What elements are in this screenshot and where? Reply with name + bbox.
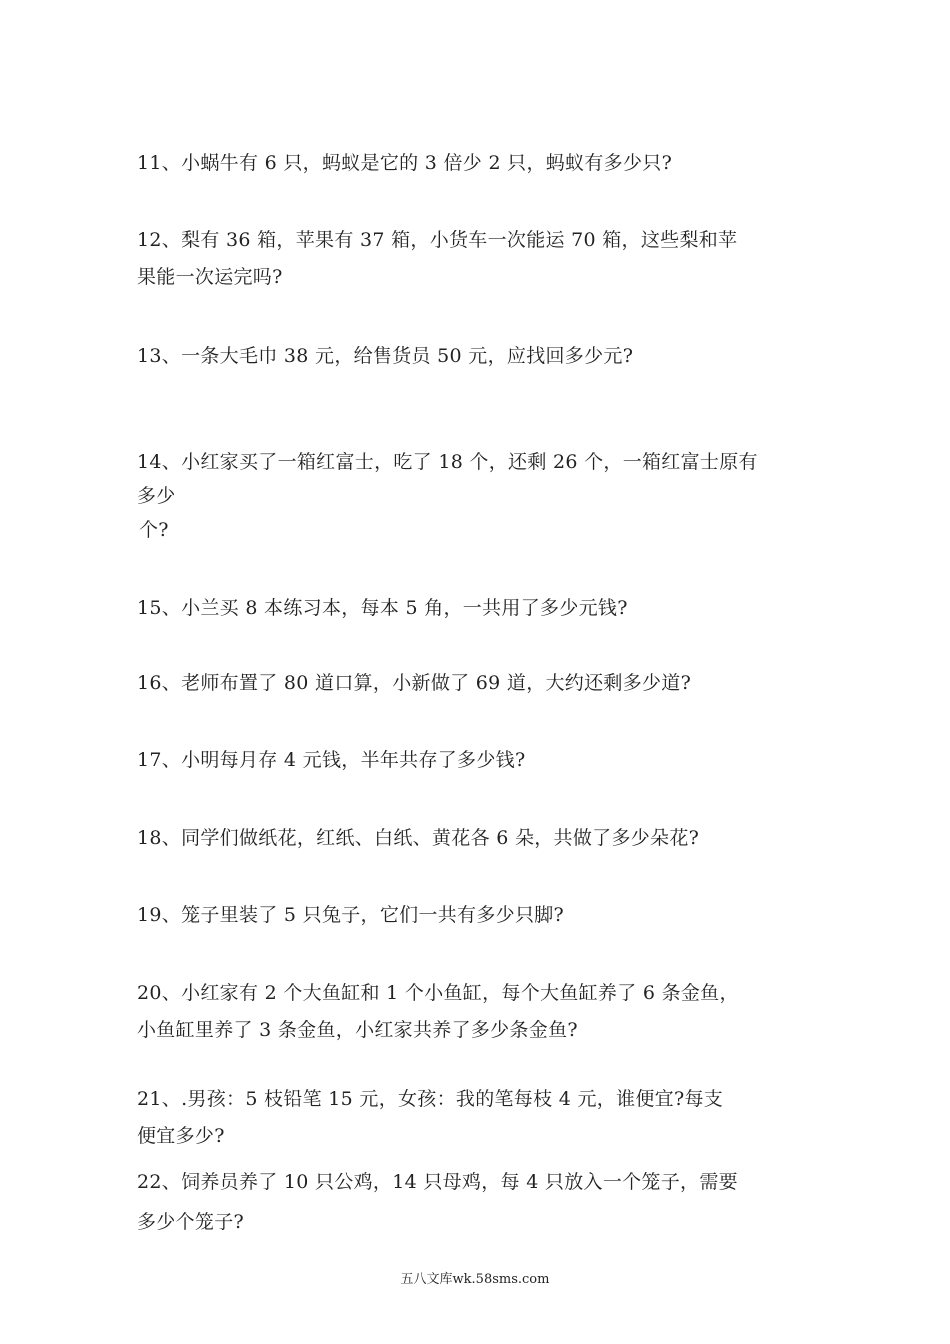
problem-14-line-3: 个? bbox=[139, 519, 169, 541]
problem-19-line-1: 19、笼子里装了 5 只兔子，它们一共有多少只脚? bbox=[137, 904, 565, 926]
problem-16-line-1: 16、老师布置了 80 道口算，小新做了 69 道，大约还剩多少道? bbox=[137, 672, 692, 694]
problem-15 bbox=[137, 590, 827, 627]
problem-21-line-1: 21、.男孩：5 枝铅笔 15 元，女孩：我的笔每枝 4 元，谁便宜?每支 bbox=[137, 1088, 724, 1110]
problem-12-line-1: 12、梨有 36 箱，苹果有 37 箱，小货车一次能运 70 箱，这些梨和苹 bbox=[137, 229, 738, 251]
problem-11-line-1: 11、小蜗牛有 6 只，蚂蚁是它的 3 倍少 2 只，蚂蚁有多少只? bbox=[137, 152, 673, 174]
problem-20 bbox=[137, 975, 827, 1049]
problem-18 bbox=[137, 820, 827, 857]
problem-22-line-2: 多少个笼子? bbox=[137, 1211, 244, 1233]
problem-20-line-2: 小鱼缸里养了 3 条金鱼，小红家共养了多少条金鱼? bbox=[137, 1019, 578, 1041]
problem-11 bbox=[137, 145, 827, 182]
problem-17-line-1: 17、小明每月存 4 元钱，半年共存了多少钱? bbox=[137, 749, 526, 771]
problem-13-line-1: 13、一条大毛巾 38 元，给售货员 50 元，应找回多少元? bbox=[137, 345, 634, 367]
problem-16 bbox=[137, 665, 827, 702]
problem-14-line-2: 多少 bbox=[137, 485, 176, 507]
problem-22-line-1: 22、饲养员养了 10 只公鸡，14 只母鸡，每 4 只放入一个笼子，需要 bbox=[137, 1171, 738, 1193]
problem-13 bbox=[137, 338, 827, 375]
problem-21-line-2: 便宜多少? bbox=[137, 1125, 225, 1147]
problem-18-line-1: 18、同学们做纸花，红纸、白纸、黄花各 6 朵，共做了多少朵花? bbox=[137, 827, 700, 849]
problem-12 bbox=[137, 222, 827, 296]
problem-19 bbox=[137, 897, 827, 934]
problem-14 bbox=[137, 444, 827, 549]
problem-21 bbox=[137, 1081, 827, 1155]
problem-15-line-1: 15、小兰买 8 本练习本，每本 5 角，一共用了多少元钱? bbox=[137, 597, 628, 619]
page-footer: 五八文库wk.58sms.com bbox=[400, 1272, 550, 1287]
problem-20-line-1: 20、小红家有 2 个大鱼缸和 1 个小鱼缸，每个大鱼缸养了 6 条金鱼， bbox=[137, 982, 739, 1004]
problem-14-line-1: 14、小红家买了一箱红富士，吃了 18 个，还剩 26 个，一箱红富士原有 bbox=[137, 451, 758, 473]
problem-12-line-2: 果能一次运完吗? bbox=[137, 266, 283, 288]
problem-17 bbox=[137, 742, 827, 779]
problem-22 bbox=[137, 1164, 827, 1241]
